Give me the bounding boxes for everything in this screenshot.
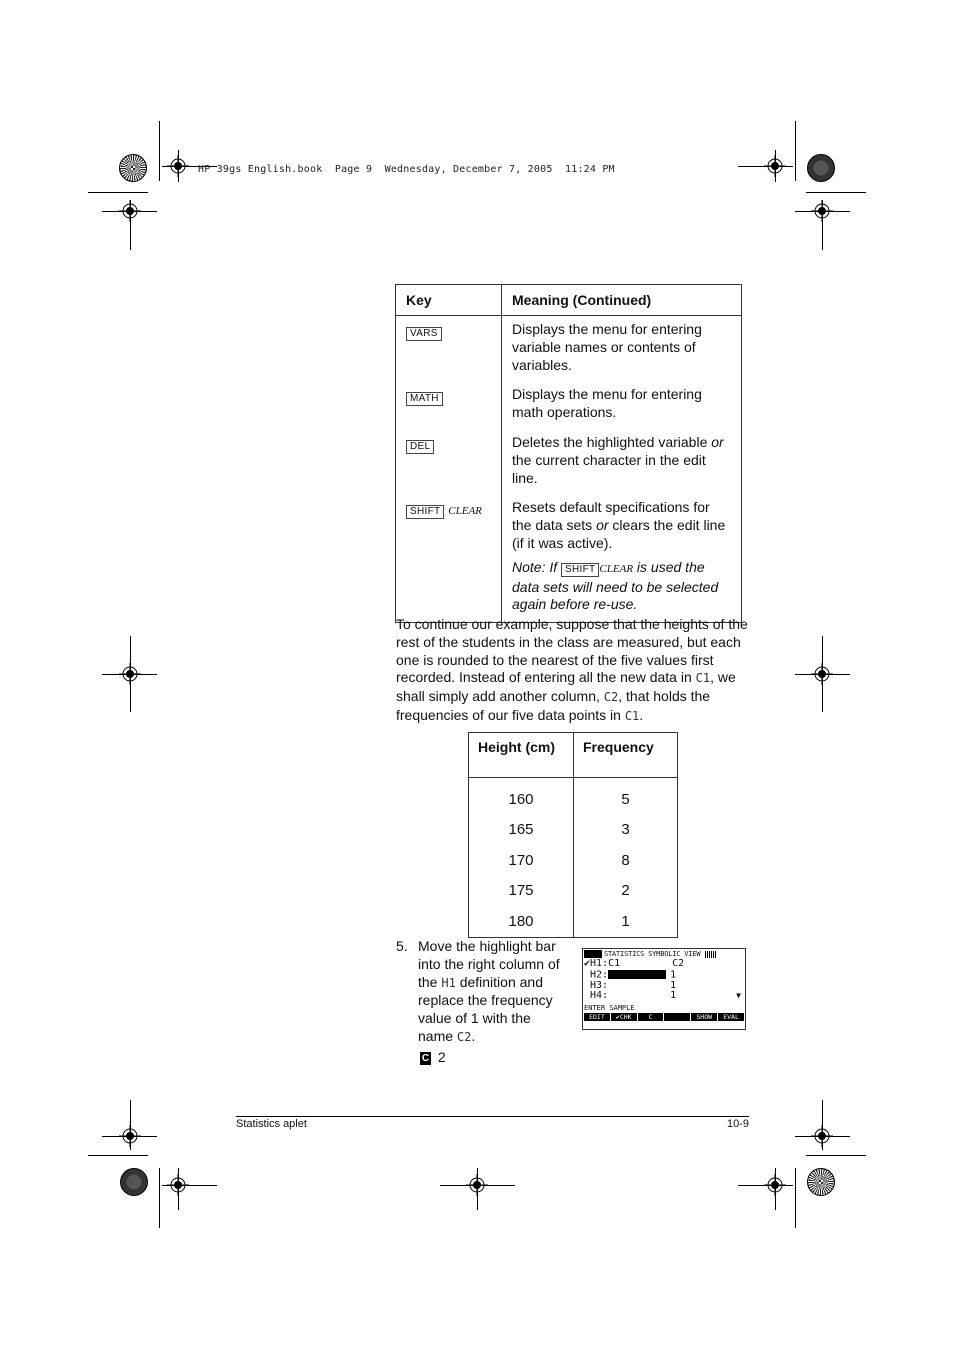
- table-row: [396, 316, 742, 387]
- footer-rule: [236, 1116, 749, 1117]
- lcd-softkey-bar: [583, 1013, 745, 1021]
- c-key-icon: C: [421, 1052, 430, 1064]
- keystroke-line: [420, 1049, 566, 1067]
- table-row: [396, 559, 742, 623]
- lcd-title: STATISTICS SYMBOLIC VIEW: [604, 949, 701, 958]
- clear-label: CLEAR: [448, 505, 482, 518]
- height-cell: 180: [469, 906, 574, 937]
- footer-page-number: 10-9: [726, 1118, 749, 1130]
- lcd-battery-icon: [705, 951, 717, 958]
- registration-target-icon: [119, 663, 141, 685]
- frequency-table: [468, 732, 678, 938]
- registration-target-icon: [119, 1125, 141, 1147]
- registration-rosette-bottom-right: [807, 1168, 835, 1196]
- registration-target-icon: [811, 663, 833, 685]
- registration-target-icon: [167, 155, 189, 177]
- table-row: [396, 386, 742, 434]
- softkey-edit: EDIT: [584, 1013, 610, 1021]
- step-number: 5.: [396, 938, 408, 954]
- table-row: [469, 778, 678, 815]
- down-arrow-icon: ▼: [736, 991, 741, 1000]
- table-row: [469, 906, 678, 937]
- key-column-header: Key: [396, 285, 502, 316]
- meaning-column-header: Meaning (Continued): [502, 285, 742, 316]
- registration-rosette-top-left: [119, 154, 147, 182]
- step-text: Move the highlight bar into the right column of the H1 definition and replace the frequency value of 1 with the name C2.: [418, 938, 560, 1044]
- registration-rosette-bottom-left: [120, 1168, 148, 1196]
- meaning-cell: Displays the menu for entering math operations.: [502, 386, 742, 434]
- softkey-blank: [664, 1013, 690, 1021]
- meaning-cell: Resets default specifications for the data sets or clears the edit line (if it was active).: [502, 499, 742, 558]
- frequency-cell: 1: [574, 906, 678, 937]
- del-key: DEL: [406, 440, 434, 454]
- math-key: MATH: [406, 392, 443, 406]
- registration-target-icon: [466, 1174, 488, 1196]
- height-cell: 165: [469, 815, 574, 846]
- footer-section-title: Statistics aplet: [236, 1118, 307, 1130]
- softkey-check: ✔CHK: [611, 1013, 637, 1021]
- frequency-cell: 3: [574, 815, 678, 846]
- lcd-row: H3: 1: [584, 979, 677, 991]
- height-cell: 175: [469, 876, 574, 907]
- key-meaning-table: [395, 284, 742, 623]
- shift-key: SHIFT: [406, 505, 444, 519]
- lcd-highlight-bar: [608, 970, 666, 979]
- registration-target-icon: [764, 1174, 786, 1196]
- lcd-row: ✔H1:C1 C2: [584, 958, 685, 969]
- lcd-status-icon: [584, 950, 602, 958]
- calculator-screen: [582, 948, 746, 1030]
- table-row: [469, 876, 678, 907]
- note-cell: Note: If SHIFT CLEAR is used the data sets will need to be selected again before re-use.: [502, 559, 742, 623]
- frequency-cell: 5: [574, 778, 678, 815]
- height-cell: 170: [469, 845, 574, 876]
- softkey-c: C: [638, 1013, 664, 1021]
- softkey-show: SHOW: [691, 1013, 717, 1021]
- table-row: [469, 815, 678, 846]
- registration-target-icon: [764, 155, 786, 177]
- print-slug: HP 39gs English.book Page 9 Wednesday, December 7, 2005 11:24 PM: [198, 164, 615, 175]
- lcd-prompt: ENTER SAMPLE: [584, 1003, 635, 1012]
- key-value: 2: [437, 1048, 446, 1065]
- frequency-cell: 8: [574, 845, 678, 876]
- registration-target-icon: [167, 1174, 189, 1196]
- step-5: [396, 938, 566, 1067]
- registration-target-icon: [119, 200, 141, 222]
- table-row: [396, 434, 742, 499]
- registration-rosette-top-right: [807, 154, 835, 182]
- vars-key: VARS: [406, 327, 442, 341]
- lcd-row: H2: 1: [584, 969, 677, 980]
- lcd-row: H4: 1 ▼: [584, 990, 741, 1001]
- height-column-header: Height (cm): [469, 733, 574, 778]
- registration-target-icon: [811, 1125, 833, 1147]
- table-row: [396, 499, 742, 558]
- frequency-cell: 2: [574, 876, 678, 907]
- example-paragraph: To continue our example, suppose that the heights of the rest of the students in the class are measured, but each one is rounded to the nearest of the five values first recorded. Instead of entering all the new data in C1, we shall simply add another column, C2, that holds the frequencies of our five data points in C1.: [396, 616, 748, 723]
- table-row: [469, 845, 678, 876]
- softkey-eval: EVAL: [718, 1013, 744, 1021]
- registration-target-icon: [811, 200, 833, 222]
- frequency-column-header: Frequency: [574, 733, 678, 778]
- shift-key: SHIFT: [561, 563, 599, 577]
- meaning-cell: Deletes the highlighted variable or the current character in the edit line.: [502, 434, 742, 499]
- height-cell: 160: [469, 778, 574, 815]
- meaning-cell: Displays the menu for entering variable names or contents of variables.: [502, 316, 742, 387]
